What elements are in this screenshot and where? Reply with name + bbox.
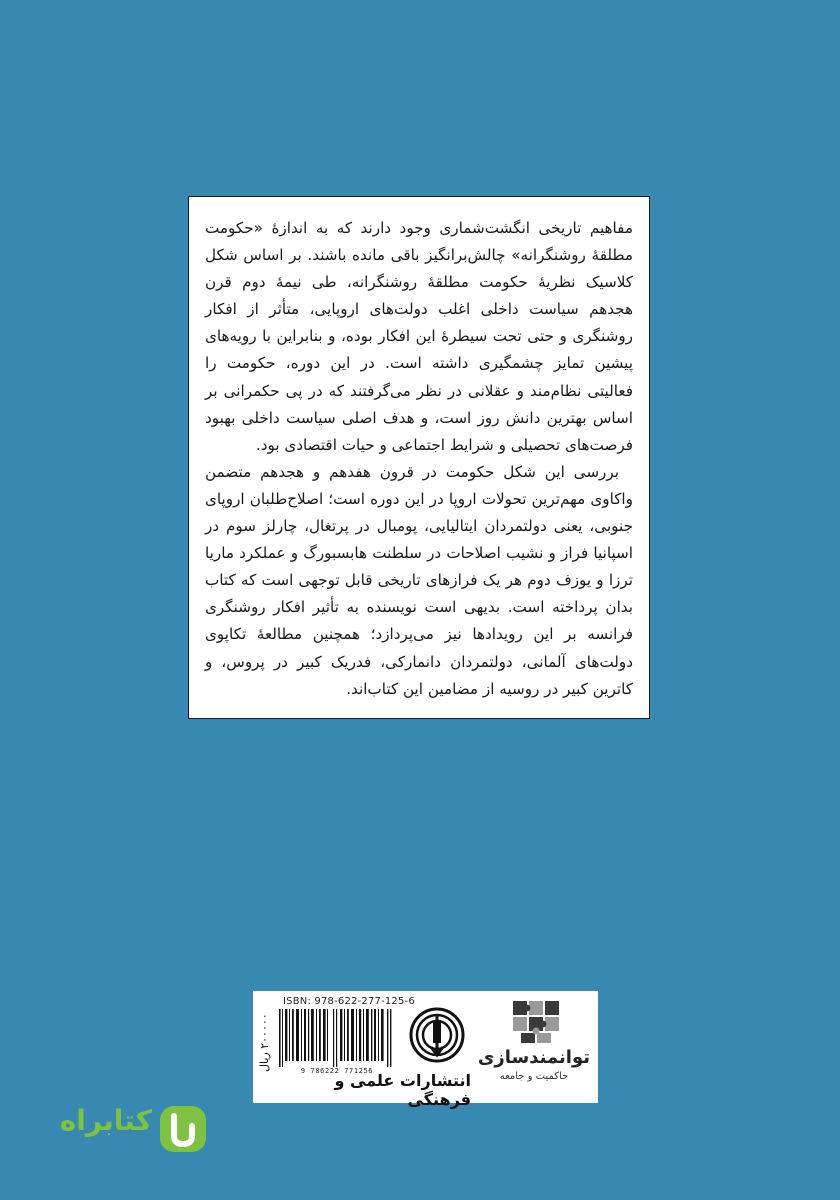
- back-cover-info-panel: [253, 991, 598, 1109]
- barcode-digits: 9 786222 771256: [300, 1067, 374, 1075]
- series-title: توانمندسازی: [477, 1047, 590, 1068]
- puzzle-logo-icon: [511, 997, 563, 1045]
- barcode-icon: [277, 1009, 395, 1067]
- series-subtitle: حاکمیت و جامعه: [499, 1071, 569, 1082]
- publisher-name: انتشارات علمی و فرهنگی: [334, 1071, 471, 1109]
- blurb-box: [188, 196, 650, 719]
- blurb-paragraph-1: مفاهیم تاریخی انگشت‌شماری وجود دارند که به اندازهٔ «حکومت مطلقهٔ روشنگرانه» چالش‌برانگیز باقی مانده باشند. بر اساس شکل کلاسیک نظریهٔ حکومت مطلقهٔ روشنگرانه، طی نیمهٔ دوم قرن هجدهم سیاست داخلی اغلب دولت‌های اروپایی، متأثر از افکار روشنگری و حتی تحت سیطرهٔ این افکار بوده، و بنابراین با رویه‌های پیشین تمایز چشمگیری داشته است. در این دوره، حکومت را فعالیتی نظام‌مند و عقلانی در نظر می‌گرفتند که در پی حکمرانی بر اساس بهترین دانش روز است، و هدف اصلی سیاست داخلی بهبود فرصت‌های تحصیلی و شرایط اجتماعی و حیات اقتصادی بود.: [205, 219, 633, 454]
- price-label: ۲۰۰۰۰۰ ریال: [258, 1013, 271, 1073]
- ketabrah-logo-icon: [156, 1102, 210, 1156]
- ketabrah-brand: [40, 1098, 220, 1158]
- blurb-paragraph-2: بررسی این شکل حکومت در قرون هفدهم و هجدهم متضمن واکاوی مهم‌ترین تحولات اروپا در این دوره است؛ اصلاح‌طلبان اروپای جنوبی، یعنی دولتمردان ایتالیایی، پومبال در پرتغال، چارلز سوم در اسپانیا فراز و نشیب اصلاحات در سلطنت هابسبورگ و عملکرد ماریا ترزا و یوزف دوم هر یک فرازهای تاریخی قابل توجهی است که کتاب بدان پرداخته است. بدیهی است نویسنده به تأثیر افکار روشنگری فرانسه بر این رویدادها نیز می‌پردازد؛ همچنین مطالعهٔ تکاپوی دولت‌های آلمانی، دولتمردان دانمارکی، فدریک کبیر در پروس، و کاترین کبیر در روسیه از مضامین این کتاب‌اند.: [205, 462, 633, 698]
- isbn-text: ISBN: 978-622-277-125-6: [283, 996, 415, 1007]
- brand-name: کتابراه: [59, 1104, 152, 1137]
- publisher-logo-icon: [409, 1007, 465, 1063]
